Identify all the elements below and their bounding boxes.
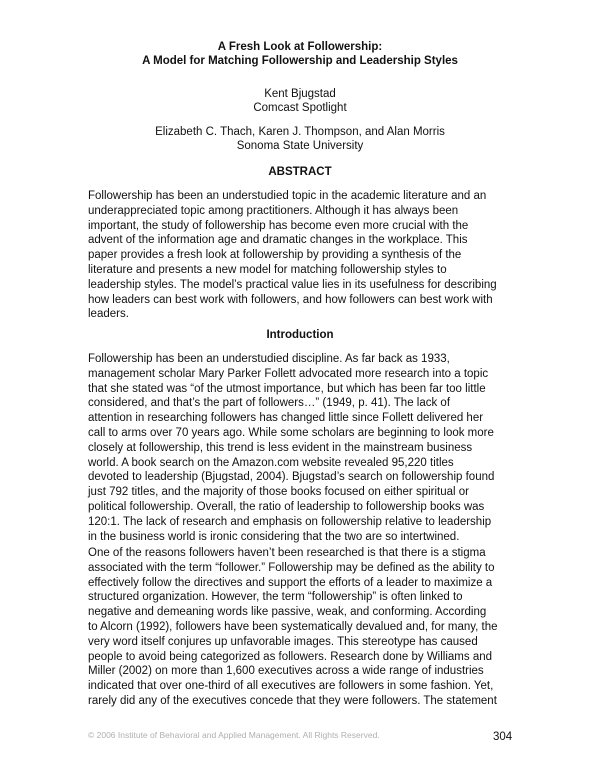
text-line: negative and demeaning words like passive, weak, and conforming. According [88,606,487,619]
introduction-heading: Introduction [266,329,334,341]
author-affiliation: Comcast Spotlight [253,102,347,114]
text-line: world. A book search on the Amazon.com website revealed 95,220 titles [88,456,454,469]
author-affiliation: Sonoma State University [236,140,364,152]
text-line: 120:1. The lack of research and emphasis on followership relative to leadership [88,515,492,528]
text-line: leaders. [88,308,129,321]
text-line: One of the reasons followers haven’t been researched is that there is a stigma [88,547,486,559]
introduction-paragraph-1 [88,352,528,544]
author-block-1 [88,87,512,115]
text-line: to Alcorn (1992), followers have been systematically devalued and, for many, the [88,620,498,633]
text-line: leadership styles. The model’s practical value lies in its usefulness for describing [88,278,497,291]
text-line: how leaders can best work with followers, and how followers can best work with [88,293,493,306]
title-line-2: A Model for Matching Followership and Leadership Styles [142,55,458,67]
text-line: closely at followership, this trend is less evident in the mainstream business [88,441,473,454]
text-line: rarely did any of the executives concede that they were followers. The statement [88,694,497,707]
text-line: devoted to leadership (Bjugstad, 2004). Bjugstad’s search on followership found [88,471,495,484]
author-block-2 [88,125,512,153]
text-line: important, the study of followership has become even more crucial with the [88,219,469,232]
text-line: underappreciated topic among practitioners. Although it has always been [88,204,459,217]
text-line: that she stated was “of the utmost importance, but which has been far too little [88,382,486,395]
text-line: considered, and that’s the part of followers…” (1949, p. 41). The lack of [88,397,451,410]
text-line: in the business world is ironic considering that the two are so intertwined. [88,530,460,543]
author-names: Elizabeth C. Thach, Karen J. Thompson, and Alan Morris [155,126,445,138]
text-line: people to avoid being categorized as followers. Research done by Williams and [88,650,493,663]
text-line: structured organization. However, the term “followership” is often linked to [88,591,463,604]
text-line: call to arms over 70 years ago. While some scholars are beginning to look more [88,426,494,439]
abstract-paragraph [88,189,528,322]
title-line-1: A Fresh Look at Followership: [217,41,383,53]
text-line: Followership has been an understudied topic in the academic literature and an [88,190,487,202]
text-line: very word itself conjures up unfavorable images. This stereotype has caused [88,635,478,648]
text-line: just 792 titles, and the majority of those books focused on either spiritual or [88,486,469,499]
abstract-heading: ABSTRACT [268,166,332,178]
copyright-notice: © 2006 Institute of Behavioral and Applied Management. All Rights Reserved. [88,730,380,740]
text-line: indicated that over one-third of all executives are followers in some fashion. Yet, [88,680,494,693]
text-line: effectively follow the directives and support the efforts of a leader to maximize a [88,576,493,589]
introduction-paragraph-2 [88,546,528,709]
page-number: 304 [493,731,513,743]
text-line: political followership. Overall, the ratio of leadership to followership books was [88,500,485,513]
author-name: Kent Bjugstad [264,88,336,100]
text-line: paper provides a fresh look at followership by providing a synthesis of the [88,249,462,262]
text-line: associated with the term “follower.” Followership may be defined as the ability to [88,561,495,574]
text-line: Miller (2002) on more than 1,600 executives across a wide range of industries [88,665,484,678]
text-line: advent of the information age and dramatic changes in the workplace. This [88,234,468,247]
text-line: management scholar Mary Parker Follett advocated more research into a topic [88,367,489,380]
text-line: attention in researching followers has changed little since Follett delivered her [88,412,484,425]
text-line: literature and presents a new model for matching followership styles to [88,263,447,276]
paper-title [88,40,512,68]
text-line: Followership has been an understudied discipline. As far back as 1933, [88,353,450,365]
